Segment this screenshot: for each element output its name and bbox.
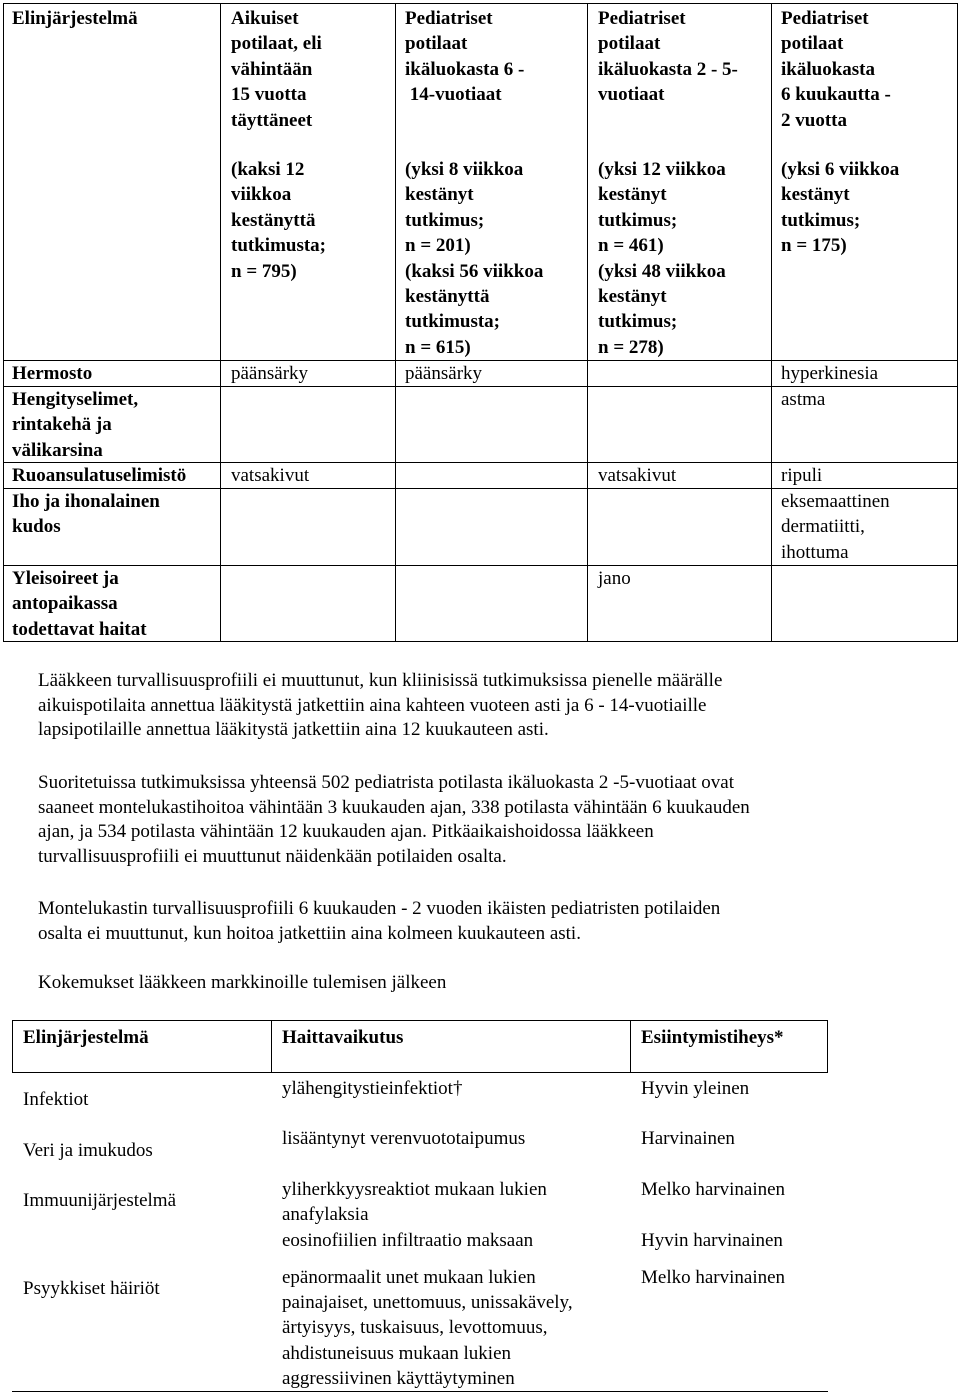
t2-header-frequency: Esiintymistiheys* bbox=[641, 1027, 784, 1048]
t1-row-ped-6m-2: astma bbox=[781, 389, 826, 410]
t2-row-frequency: Hyvin yleinen bbox=[641, 1078, 750, 1099]
paragraph-safety-long-term: Lääkkeen turvallisuusprofiili ei muuttunut, kun kliinisissä tutkimuksissa pienelle määrälle aikuispotilaita annettua lääkitystä jatkettiin aina kahteen vuoteen asti ja 6 - 14-vuotiaille lapsipotilaille annettua lääkitystä jatkettiin aina 12 kuukauteen asti. bbox=[38, 670, 723, 741]
t2-header-effect: Haittavaikutus bbox=[282, 1027, 404, 1048]
t1-row-organ: Yleisoireet ja antopaikassa todettavat haitat bbox=[12, 568, 147, 640]
paragraph-infants: Montelukastin turvallisuusprofiili 6 kuukauden - 2 vuoden ikäisten pediatristen potilaiden osalta ei muuttunut, kun hoitoa jatkettiin aina kolmeen kuukauteen asti. bbox=[38, 898, 721, 944]
t1-study-ped-2-5: (yksi 12 viikkoa kestänyt tutkimus; n = 461) (yksi 48 viikkoa kestänyt tutkimus; n = 278) bbox=[598, 159, 726, 358]
t2-row-frequency: Melko harvinainen bbox=[641, 1267, 786, 1288]
t1-row-adult: päänsärky bbox=[231, 363, 309, 384]
t1-header-ped-2-5: Pediatriset potilaat ikäluokasta 2 - 5- vuotiaat bbox=[598, 8, 738, 106]
t1-row-adult: vatsakivut bbox=[231, 465, 310, 486]
t1-row-organ: Iho ja ihonalainen kudos bbox=[12, 491, 160, 538]
t1-header-ped-6-14: Pediatriset potilaat ikäluokasta 6 - 14-vuotiaat bbox=[405, 8, 525, 106]
t1-row-ped-2-5: jano bbox=[598, 568, 631, 589]
t1-row-ped-6m-2: hyperkinesia bbox=[781, 363, 879, 384]
t1-row-ped-2-5: vatsakivut bbox=[598, 465, 677, 486]
t2-row-effect: yliherkkyysreaktiot mukaan lukien anafylaksia bbox=[282, 1179, 547, 1226]
t1-study-adults: (kaksi 12 viikkoa kestänyttä tutkimusta; n = 795) bbox=[231, 159, 327, 282]
t2-row-effect: epänormaalit unet mukaan lukien painajaiset, unettomuus, unissakävely, ärtyisyys, tuskaisuus, levottomuus, ahdistuneisuus mukaan lukien aggressiivinen käyttäytyminen bbox=[282, 1267, 573, 1389]
t1-study-ped-6m-2: (yksi 6 viikkoa kestänyt tutkimus; n = 175) bbox=[781, 159, 900, 257]
t1-row-ped-6m-2: ripuli bbox=[781, 465, 823, 486]
t2-row-frequency: Hyvin harvinainen bbox=[641, 1230, 783, 1251]
t2-row-effect: lisääntynyt verenvuototaipumus bbox=[282, 1128, 526, 1149]
t2-row-effect: ylähengitystieinfektiot† bbox=[282, 1078, 463, 1099]
t2-header-organ: Elinjärjestelmä bbox=[23, 1027, 149, 1048]
section-heading-postmarketing: Kokemukset lääkkeen markkinoille tulemisen jälkeen bbox=[38, 972, 447, 993]
t2-row-frequency: Melko harvinainen bbox=[641, 1179, 786, 1200]
t1-study-ped-6-14: (yksi 8 viikkoa kestänyt tutkimus; n = 201) (kaksi 56 viikkoa kestänyttä tutkimusta; n = 615) bbox=[405, 159, 544, 358]
t2-row-organ: Veri ja imukudos bbox=[23, 1140, 153, 1161]
t1-row-organ: Hengityselimet, rintakehä ja välikarsina bbox=[12, 389, 139, 461]
t1-row-organ: Hermosto bbox=[12, 363, 93, 384]
t1-row-organ: Ruoansulatuselimistö bbox=[12, 465, 187, 486]
t1-row-ped-6m-2: eksemaattinen dermatiitti, ihottuma bbox=[781, 491, 890, 563]
t2-row-organ: Psyykkiset häiriöt bbox=[23, 1278, 160, 1299]
t1-row-ped-6-14: päänsärky bbox=[405, 363, 483, 384]
t2-row-frequency: Harvinainen bbox=[641, 1128, 735, 1149]
t1-header-organ: Elinjärjestelmä bbox=[12, 8, 138, 29]
t1-header-ped-6m-2: Pediatriset potilaat ikäluokasta 6 kuukautta - 2 vuotta bbox=[781, 8, 891, 131]
paragraph-pediatric-studies: Suoritetuissa tutkimuksissa yhteensä 502 pediatrista potilasta ikäluokasta 2 -5-vuotiaat ovat saaneet montelukastihoitoa vähintään 3 kuukauden ajan, 338 potilasta vähintään 6 kuukauden ajan, ja 534 potilasta vähintään 12 kuukauden ajan. Pitkäaikaishoidossa lääkkeen turvallisuusprofiili ei muuttunut näidenkään potilaiden osalta. bbox=[38, 772, 750, 867]
t2-row-organ: Immuunijärjestelmä bbox=[23, 1190, 177, 1211]
t2-row-organ: Infektiot bbox=[23, 1089, 89, 1110]
t1-header-adults: Aikuiset potilaat, eli vähintään 15 vuotta täyttäneet bbox=[231, 8, 322, 131]
t2-row-effect: eosinofiilien infiltraatio maksaan bbox=[282, 1230, 534, 1251]
